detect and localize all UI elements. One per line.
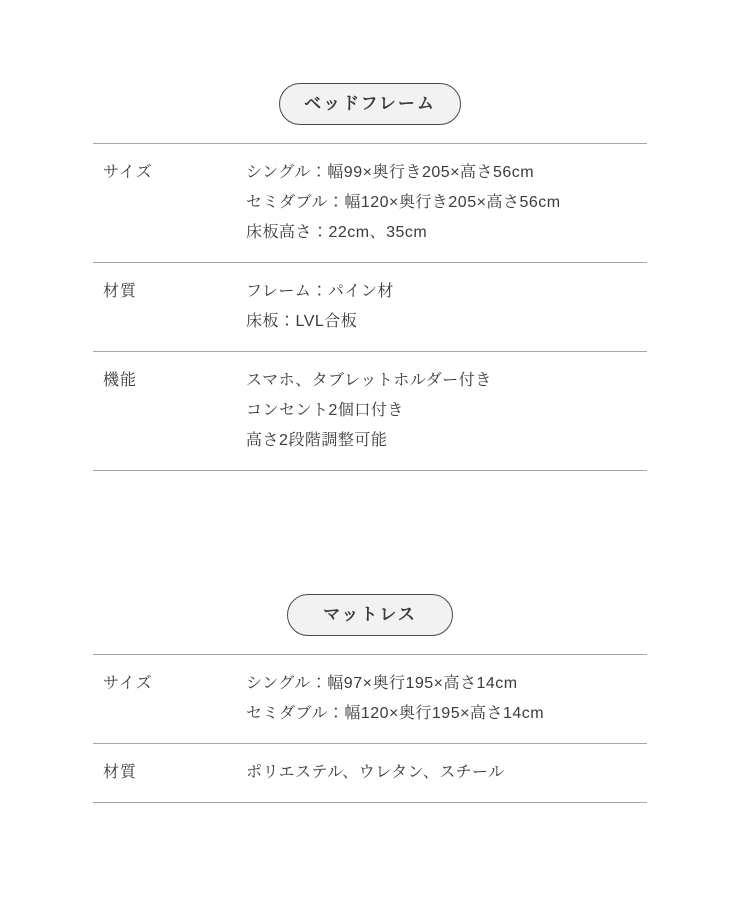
table-row-function — [93, 352, 647, 471]
mattress-section — [93, 594, 647, 803]
value-line: スマホ、タブレットホルダー付き — [246, 372, 492, 389]
value-line: 床板：LVL合板 — [246, 313, 358, 330]
value-line: 高さ2段階調整可能 — [246, 432, 388, 449]
row-value — [246, 758, 647, 788]
row-label: 機能 — [103, 372, 138, 389]
row-label: サイズ — [103, 164, 153, 181]
value-line: コンセント2個口付き — [246, 402, 404, 419]
value-line: 床板高さ：22cm、35cm — [246, 224, 428, 241]
bed-frame-spec-table — [93, 143, 647, 471]
section-badge-mattress: マットレス — [287, 594, 453, 636]
row-value — [246, 366, 647, 456]
row-value — [246, 277, 647, 337]
value-line: シングル：幅99×奥行き205×高さ56cm — [246, 164, 535, 181]
table-row-material — [93, 263, 647, 352]
value-line: セミダブル：幅120×奥行き205×高さ56cm — [246, 194, 561, 211]
table-row-size — [93, 655, 647, 744]
value-line: シングル：幅97×奥行195×高さ14cm — [246, 675, 518, 692]
value-line: フレーム：パイン材 — [246, 283, 394, 300]
row-label: 材質 — [103, 283, 138, 300]
row-value — [246, 158, 647, 248]
row-label: 材質 — [103, 764, 138, 781]
mattress-spec-table — [93, 654, 647, 803]
value-line: セミダブル：幅120×奥行195×高さ14cm — [246, 705, 545, 722]
section-badge-bed-frame: ベッドフレーム — [279, 83, 461, 125]
value-line: ポリエステル、ウレタン、スチール — [246, 764, 505, 781]
product-spec-page — [93, 0, 647, 803]
row-value — [246, 669, 647, 729]
row-label: サイズ — [103, 675, 153, 692]
bed-frame-section — [93, 83, 647, 471]
table-row-size — [93, 144, 647, 263]
table-row-material — [93, 744, 647, 803]
